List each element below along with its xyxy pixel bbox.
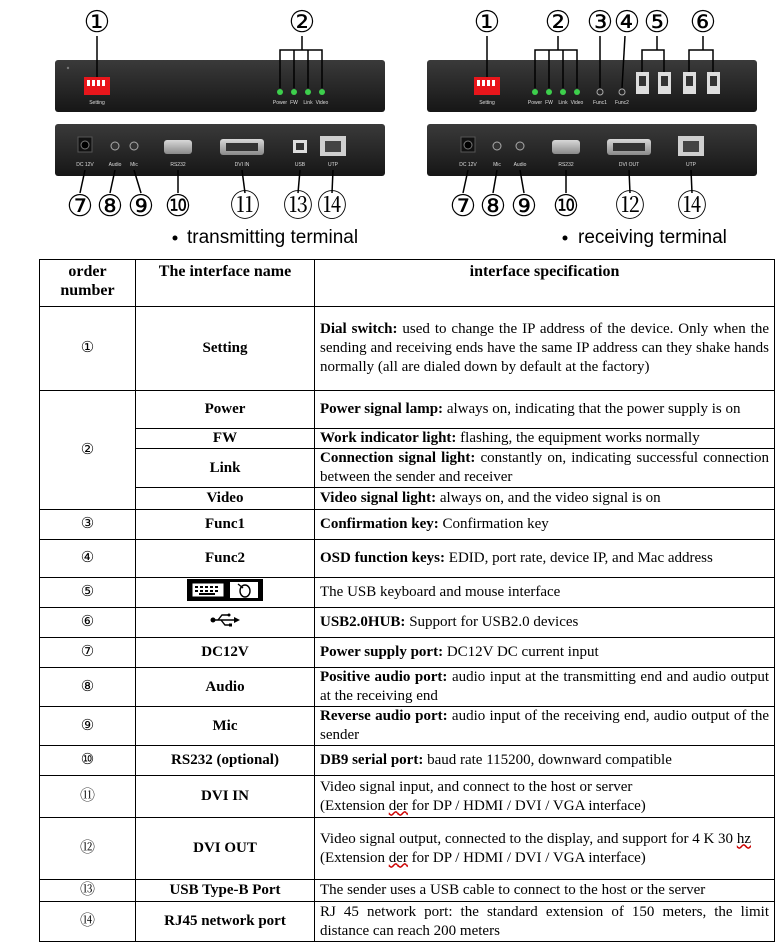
- svg-text:USB: USB: [294, 162, 306, 168]
- svg-text:⑭: ⑭: [317, 189, 347, 224]
- svg-text:Mic: Mic: [493, 162, 501, 168]
- svg-text:⑧: ⑧: [479, 189, 507, 224]
- table-row: ① Setting Dial switch: used to change the IP address of the device. Only when the sending and receiving ends have the same IP address can they shake hands normally (all are dialed down by default at the factory): [40, 307, 775, 391]
- svg-text:⑦: ⑦: [449, 189, 477, 224]
- receiving-caption: receiving terminal: [578, 227, 727, 248]
- device-diagram: [0, 0, 780, 255]
- svg-text:④: ④: [613, 5, 641, 40]
- usb-icon: [210, 613, 240, 627]
- transmitter-back-panel: [55, 124, 385, 176]
- table-row: ⑨ Mic Reverse audio port: audio input of the receiving end, audio output of the sender: [40, 707, 775, 746]
- interface-spec-table: [39, 259, 775, 942]
- receiver-back-panel: [427, 124, 757, 176]
- svg-text:DVI IN: DVI IN: [234, 162, 250, 168]
- table-row: ⑪ DVI IN Video signal input, and connect to the host or server (Extension der for DP / HDMI / DVI / VGA interface): [40, 776, 775, 818]
- table-row: ③ Func1 Confirmation key: Confirmation key: [40, 510, 775, 540]
- svg-text:⑤: ⑤: [643, 5, 671, 40]
- svg-text:②: ②: [288, 5, 316, 40]
- svg-text:Audio: Audio: [108, 162, 122, 168]
- svg-text:Mic: Mic: [130, 162, 138, 168]
- svg-text:RS232: RS232: [170, 162, 186, 168]
- tx-callout-numbers: [67, 5, 347, 224]
- table-row: ⑤ The USB keyboard and mouse interface: [40, 578, 775, 608]
- svg-text:⑩: ⑩: [552, 189, 580, 224]
- table-row: ④ Func2 OSD function keys: EDID, port rate, device IP, and Mac address: [40, 540, 775, 578]
- svg-text:FW: FW: [545, 100, 553, 106]
- svg-text:①: ①: [473, 5, 501, 40]
- svg-text:Link: Link: [303, 100, 313, 106]
- svg-text:⑫: ⑫: [615, 189, 645, 224]
- svg-text:Link: Link: [558, 100, 568, 106]
- table-row: ⑩ RS232 (optional) DB9 serial port: baud rate 115200, downward compatible: [40, 746, 775, 776]
- table-row: ⑦ DC12V Power supply port: DC12V DC current input: [40, 638, 775, 668]
- svg-text:Power: Power: [527, 100, 543, 106]
- svg-text:RS232: RS232: [558, 162, 574, 168]
- svg-text:Video: Video: [315, 100, 329, 106]
- transmitting-caption: transmitting terminal: [187, 227, 359, 248]
- svg-text:UTP: UTP: [686, 162, 696, 168]
- table-row: ⑬ USB Type-B Port The sender uses a USB cable to connect to the host or the server: [40, 880, 775, 902]
- svg-text:Video: Video: [570, 100, 584, 106]
- svg-text:⑥: ⑥: [689, 5, 717, 40]
- rx-callout-numbers: [450, 5, 717, 224]
- svg-text:⑩: ⑩: [164, 189, 192, 224]
- svg-text:⑦: ⑦: [66, 189, 94, 224]
- svg-text:⑪: ⑪: [230, 189, 260, 224]
- svg-text:①: ①: [83, 5, 111, 40]
- svg-text:Audio: Audio: [513, 162, 527, 168]
- svg-text:②: ②: [544, 5, 572, 40]
- svg-text:Setting: Setting: [479, 100, 495, 106]
- table-row: ⑫ DVI OUT Video signal output, connected to the display, and support for 4 K 30 hz (Extension der for DP / HDMI / DVI / VGA interface): [40, 818, 775, 880]
- table-header-row: [40, 260, 775, 307]
- header-order-number: order number: [40, 260, 136, 307]
- svg-text:FW: FW: [290, 100, 298, 106]
- svg-text:⑧: ⑧: [96, 189, 124, 224]
- keyboard-mouse-icon: [187, 579, 263, 601]
- svg-text:DVI OUT: DVI OUT: [618, 162, 640, 168]
- svg-text:Func1: Func1: [593, 100, 607, 106]
- transmitter-front-panel: [55, 60, 385, 112]
- svg-text:DC 12V: DC 12V: [459, 162, 477, 168]
- svg-text:⑨: ⑨: [510, 189, 538, 224]
- svg-text:Power: Power: [272, 100, 288, 106]
- header-interface-name: The interface name: [136, 260, 315, 307]
- svg-text:⑨: ⑨: [127, 189, 155, 224]
- table-row: ⑧ Audio Positive audio port: audio input at the transmitting end and audio output at the receiving end: [40, 668, 775, 707]
- table-row: ② Power Power signal lamp: always on, indicating that the power supply is on: [40, 391, 775, 429]
- svg-text:UTP: UTP: [328, 162, 338, 168]
- table-row: ⑥ USB2.0HUB: Support for USB2.0 devices: [40, 608, 775, 638]
- table-row: Video Video signal light: always on, and the video signal is on: [40, 488, 775, 510]
- table-row: FW Work indicator light: flashing, the equipment works normally: [40, 429, 775, 449]
- svg-text:⑬: ⑬: [283, 189, 313, 224]
- svg-text:③: ③: [586, 5, 614, 40]
- svg-text:Setting: Setting: [89, 100, 105, 106]
- header-interface-spec: interface specification: [315, 260, 775, 307]
- svg-text:Func2: Func2: [615, 100, 629, 106]
- receiver-front-panel: [427, 60, 757, 112]
- table-row: Link Connection signal light: constantly on, indicating successful connection between the sender and receiver: [40, 449, 775, 488]
- table-row: ⑭ RJ45 network port RJ 45 network port: the standard extension of 150 meters, the limit distance can reach 200 meters: [40, 902, 775, 942]
- svg-text:⑭: ⑭: [677, 189, 707, 224]
- svg-text:DC 12V: DC 12V: [76, 162, 94, 168]
